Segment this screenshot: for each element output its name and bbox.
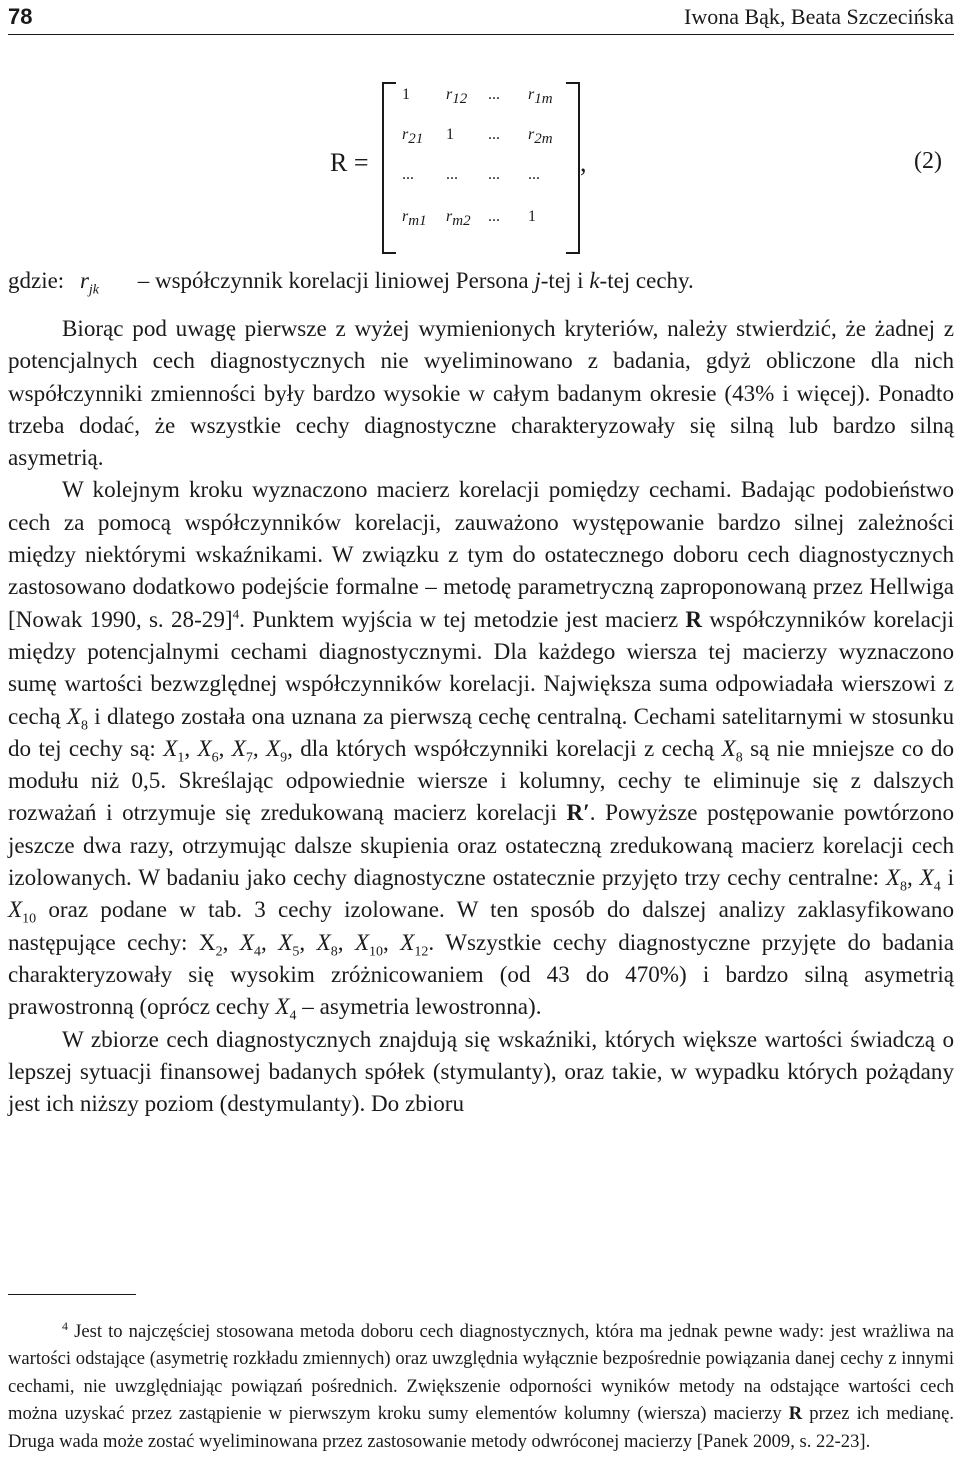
- text-run: 8: [900, 879, 907, 895]
- text-run: X: [400, 928, 415, 955]
- text-run: X: [919, 864, 934, 891]
- matrix-cell: 1: [528, 208, 536, 225]
- text-run: 4: [933, 879, 941, 895]
- running-head-authors: Iwona Bąk, Beata Szczecińska: [684, 4, 954, 29]
- text-run: 2: [215, 944, 223, 960]
- text-run: przez ich medianę. Druga wada może zostać wyeliminowana przez zastosowanie metody odwróconej macierzy [Panek 2009, s. 22-23].: [8, 1403, 954, 1452]
- paragraph: [8, 1023, 954, 1120]
- matrix-cell: ...: [528, 166, 540, 183]
- text-run: . Wszystkie cechy diagnostyczne przyjęte do badania charakteryzowały się wysokim zróżnicowaniem (od 43 do 470%) i bardzo silną asymetrią prawostronną (oprócz cechy: [8, 928, 955, 1020]
- text-run: 9: [280, 750, 288, 766]
- text-run: X: [231, 734, 246, 761]
- matrix-cell: 1: [402, 86, 410, 103]
- text-run: X: [275, 993, 290, 1020]
- text-run: R: [788, 1403, 803, 1425]
- text-run: ,: [337, 928, 355, 955]
- correlation-matrix: [396, 84, 566, 250]
- text-run: ,: [383, 928, 401, 955]
- text-run: i dlatego została ona uznana za pierwszą cechę centralną. Cechami satelitarnymi w stosunku do tej cechy są:: [8, 702, 954, 761]
- text-run: X: [197, 734, 212, 761]
- text-run: 8: [330, 944, 338, 960]
- text-run: X: [198, 928, 216, 955]
- text-run: . Powyższe postępowanie powtórzono jeszcze dwa razy, otrzymując dalsze skupienia oraz ostateczną zredukowaną macierz korelacji cech izolowanych. W badaniu jako cechy diagnostyczne ostatecznie przyjęto trzy cechy centralne:: [8, 799, 955, 891]
- text-run: współczynników korelacji między potencjalnymi cechami diagnostycznymi. Dla każdego wiersza tej macierzy wyznaczono sumę wartości bezwzględnej współczynników korelacji. Największa suma odpowiadała wierszowi z cechą: [8, 605, 954, 729]
- text-run: – asymetria lewostronna).: [296, 993, 542, 1020]
- text-run: X: [66, 702, 81, 729]
- equation-number: (2): [914, 148, 942, 174]
- matrix-cell: ...: [402, 166, 414, 183]
- matrix-cell: ...: [446, 166, 458, 183]
- where-symbol: $r_{jk}$: [79, 268, 100, 298]
- text-run: , dla których współczynniki korelacji z cechą: [287, 734, 722, 761]
- where-definition: [8, 264, 954, 308]
- text-run: 7: [245, 750, 253, 766]
- matrix-cell: $r_{2m}$: [528, 126, 553, 148]
- text-run: ,: [222, 928, 240, 955]
- text-run: 4: [253, 944, 261, 960]
- text-run: 10: [369, 944, 384, 960]
- matrix-cell: ...: [488, 86, 500, 103]
- text-run: ,: [184, 734, 198, 761]
- text-run: X: [278, 928, 293, 955]
- text-run: 8: [80, 718, 88, 734]
- text-run: 10: [22, 911, 37, 927]
- page-number: 78: [8, 4, 33, 29]
- text-run: Jest to najczęściej stosowana metoda doboru cech diagnostycznych, która ma jednak pewne wady: jest wrażliwa na wartości odstające (asymetrię rozkładu zmiennych) oraz uwzględnia wyłącznie bezpośrednie powiązania danej cechy z innymi cechami, nie uwzględniając powiązań pośrednich. Zwiększenie odporności wyników metody na odstające wartości cech można uzyskać przez zastąpienie w pierwszym kroku sumy elementów kolumny (wiersza) macierzy: [8, 1321, 954, 1425]
- matrix-cell: $r_{21}$: [402, 126, 424, 148]
- equation-lhs: R =: [330, 148, 369, 177]
- matrix-cell: $r_{12}$: [446, 86, 468, 108]
- text-run: ,: [260, 928, 279, 955]
- matrix-cell: 1: [446, 126, 454, 143]
- text-run: X: [239, 928, 254, 955]
- equation-comma: ,: [580, 148, 587, 177]
- body-text: [8, 312, 954, 1119]
- text-run: 4: [232, 605, 240, 621]
- text-run: R′: [566, 799, 590, 826]
- text-run: ,: [252, 734, 266, 761]
- matrix-cell: ...: [488, 126, 500, 143]
- text-run: 1: [177, 750, 185, 766]
- matrix-left-bracket: [382, 82, 396, 254]
- text-run: X: [885, 864, 900, 891]
- matrix-cell: ...: [488, 166, 500, 183]
- where-text-b: -tej i: [540, 268, 590, 293]
- where-label: gdzie:: [8, 268, 65, 293]
- where-j: j: [534, 268, 541, 293]
- text-run: ,: [299, 928, 317, 955]
- equation-2: [0, 70, 960, 260]
- matrix-cell: $r_{1m}$: [528, 86, 553, 108]
- matrix-cell: $r_{m1}$: [402, 208, 427, 230]
- text-run: oraz podane w tab. 3 cechy izolowane. W ten sposób do dalszej analizy zaklasyfikowano następujące cechy:: [8, 896, 954, 955]
- text-run: 12: [414, 944, 429, 960]
- paragraph: [8, 473, 954, 1022]
- text-run: X: [354, 928, 370, 955]
- text-run: W zbiorze cech diagnostycznych znajdują się wskaźniki, których większe wartości świadczą o lepszej sytuacji finansowej badanych spółek (stymulanty), oraz takie, w wypadku których pożądany jest ich niższy poziom (destymulanty). Do zbioru: [8, 1025, 954, 1117]
- text-run: X: [316, 928, 331, 955]
- text-run: są nie mniejsze co do modułu niż 0,5. Skreślając odpowiednie wiersze i kolumny, cechy te eliminuje się z dalszych rozważań i otrzymuje się zredukowaną macierz korelacji: [8, 734, 955, 826]
- text-run: Biorąc pod uwagę pierwsze z wyżej wymienionych kryteriów, należy stwierdzić, że żadnej z potencjalnych cech diagnostycznych nie wyeliminowano z badania, gdyż obliczone dla nich współczynniki zmienności były bardzo wysokie w całym badanym okresie (43% i więcej). Ponadto trzeba dodać, że wszystkie cechy diagnostyczne charakteryzowały się silną lub bardzo silną asymetrią.: [8, 315, 954, 471]
- paragraph: [8, 312, 954, 473]
- footnote-4: [8, 1318, 954, 1455]
- where-k: k: [589, 268, 600, 293]
- text-run: ,: [907, 864, 920, 891]
- text-run: X: [8, 896, 23, 923]
- text-run: W kolejnym kroku wyznaczono macierz korelacji pomiędzy cechami. Badając podobieństwo cech za pomocą współczynników korelacji, zauważono występowanie bardzo silnej zależności między niektórymi wskaźnikami. W związku z tym do ostatecznego doboru cech diagnostycznych zastosowano dodatkowo podejście formalne – metodę parametryczną zaproponowaną przez Hellwiga [Nowak 1990, s. 28-29]: [8, 476, 954, 632]
- text-run: X: [721, 734, 736, 761]
- text-run: 8: [735, 750, 743, 766]
- page-header: [8, 2, 954, 35]
- matrix-cell: ...: [488, 208, 500, 225]
- text-run: R: [685, 605, 703, 632]
- where-text-a: współczynnik korelacji liniowej Persona: [154, 268, 535, 293]
- footnote-rule: [8, 1294, 136, 1295]
- text-run: X: [266, 734, 281, 761]
- text-run: ,: [218, 734, 232, 761]
- text-run: . Punktem wyjścia w tej metodzie jest macierz: [239, 605, 686, 632]
- text-run: 5: [292, 944, 300, 960]
- text-run: X: [163, 734, 178, 761]
- text-run: i: [940, 864, 954, 891]
- text-run: 4: [289, 1008, 297, 1024]
- matrix-right-bracket: [566, 82, 580, 254]
- text-run: 6: [211, 750, 219, 766]
- matrix-cell: $r_{m2}$: [446, 208, 471, 230]
- where-dash: –: [137, 268, 150, 293]
- where-text-c: -tej cechy.: [599, 268, 694, 293]
- text-run: 4: [62, 1318, 68, 1333]
